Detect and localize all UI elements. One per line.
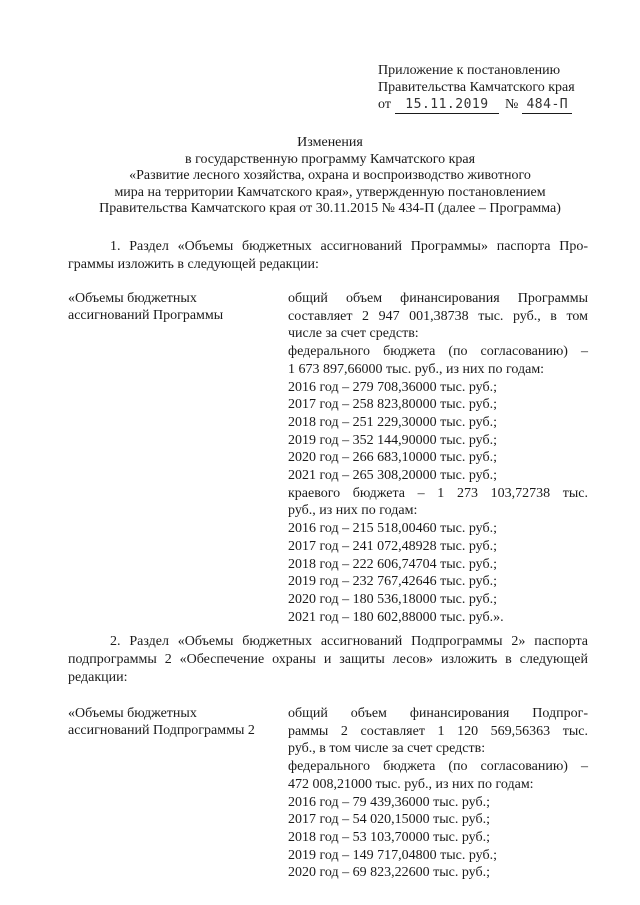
passport-program-label: [68, 290, 278, 324]
value-line: 2016 год – 79 439,36000 тыс. руб.;: [288, 794, 490, 810]
value-line: составляет 2 947 001,38738 тыс. руб., в том: [288, 308, 588, 324]
item-1-line-1: 1. Раздел «Объемы бюджетных ассигнований Программы» паспорта Про-: [110, 239, 588, 254]
passport-subprogram-2-label: [68, 705, 278, 739]
title-line: в государственную программу Камчатского края: [184, 151, 476, 167]
annex-date: 15.11.2019: [395, 96, 499, 114]
label-line: «Объемы бюджетных: [68, 706, 197, 721]
value-line: общий объем финансирования Подпрог-: [288, 706, 588, 721]
value-line: 2019 год – 232 767,42646 тыс. руб.;: [288, 574, 497, 590]
value-line: краевого бюджета – 1 273 103,72738 тыс.: [288, 485, 588, 501]
value-line: федерального бюджета (по согласованию) –: [288, 344, 588, 360]
value-line: числе за счет средств:: [288, 326, 419, 342]
passport-program-value: [288, 290, 588, 626]
title-line: мира на территории Камчатского края», утвержденную постановлением: [114, 184, 546, 200]
item-2-paragraph: [68, 633, 588, 687]
value-line: 2020 год – 266 683,10000 тыс. руб.;: [288, 450, 497, 466]
item-1-paragraph: [68, 238, 588, 274]
value-line: 2016 год – 279 708,36000 тыс. руб.;: [288, 379, 497, 395]
passport-subprogram-2-value: [288, 705, 588, 882]
label-line: ассигнований Подпрограммы 2: [68, 723, 255, 738]
item-1-line-2: граммы изложить в следующей редакции:: [68, 257, 319, 272]
annex-number-label: №: [504, 97, 519, 112]
item-2-line-3: редакции:: [68, 670, 128, 685]
passport-program-table: [68, 290, 588, 630]
value-line: 2021 год – 265 308,20000 тыс. руб.;: [288, 468, 497, 484]
value-line: 2019 год – 149 717,04800 тыс. руб.;: [288, 847, 497, 863]
value-line: 2017 год – 258 823,80000 тыс. руб.;: [288, 397, 497, 413]
annex-line-2: Правительства Камчатского края: [378, 80, 575, 95]
value-line: 2017 год – 241 072,48928 тыс. руб.;: [288, 538, 497, 554]
annex-number: 484-П: [522, 96, 572, 114]
value-line: руб., из них по годам:: [288, 503, 418, 519]
passport-subprogram-2-table: [68, 705, 588, 885]
value-line: 472 008,21000 тыс. руб., из них по годам:: [288, 776, 534, 792]
title-line: «Развитие лесного хозяйства, охрана и воспроизводство животного: [129, 168, 531, 183]
value-line: федерального бюджета (по согласованию) –: [288, 759, 588, 775]
value-line: раммы 2 составляет 1 120 569,56363 тыс.: [288, 723, 588, 739]
value-line: 2016 год – 215 518,00460 тыс. руб.;: [288, 521, 497, 537]
value-line: 1 673 897,66000 тыс. руб., из них по годам:: [288, 361, 545, 377]
label-line: «Объемы бюджетных: [68, 291, 197, 306]
value-line: 2018 год – 53 103,70000 тыс. руб.;: [288, 829, 490, 845]
value-line: 2018 год – 251 229,30000 тыс. руб.;: [288, 414, 497, 430]
annex-line-1: Приложение к постановлению: [378, 63, 561, 78]
label-line: ассигнований Программы: [68, 308, 224, 323]
value-line: 2021 год – 180 602,88000 тыс. руб.».: [288, 609, 504, 625]
item-2-line-2: подпрограммы 2 «Обеспечение охраны и защиты лесов» изложить в следующей: [68, 652, 588, 667]
value-line: 2020 год – 69 823,22600 тыс. руб.;: [288, 865, 490, 881]
title-line: Изменения: [297, 135, 363, 150]
title-line: Правительства Камчатского края от 30.11.2015 № 434-П (далее – Программа): [99, 201, 561, 216]
value-line: общий объем финансирования Программы: [288, 291, 588, 306]
item-2-line-1: 2. Раздел «Объемы бюджетных ассигнований Подпрограммы 2» паспорта: [110, 634, 588, 649]
value-line: 2020 год – 180 536,18000 тыс. руб.;: [288, 591, 497, 607]
annex-from-label: от: [378, 97, 391, 112]
annex-date-row: [378, 96, 575, 114]
value-line: 2018 год – 222 606,74704 тыс. руб.;: [288, 556, 497, 572]
value-line: руб., в том числе за счет средств:: [288, 741, 486, 757]
value-line: 2019 год – 352 144,90000 тыс. руб.;: [288, 432, 497, 448]
value-line: 2017 год – 54 020,15000 тыс. руб.;: [288, 812, 490, 828]
document-title: [60, 135, 600, 218]
annex-header: [378, 62, 575, 114]
